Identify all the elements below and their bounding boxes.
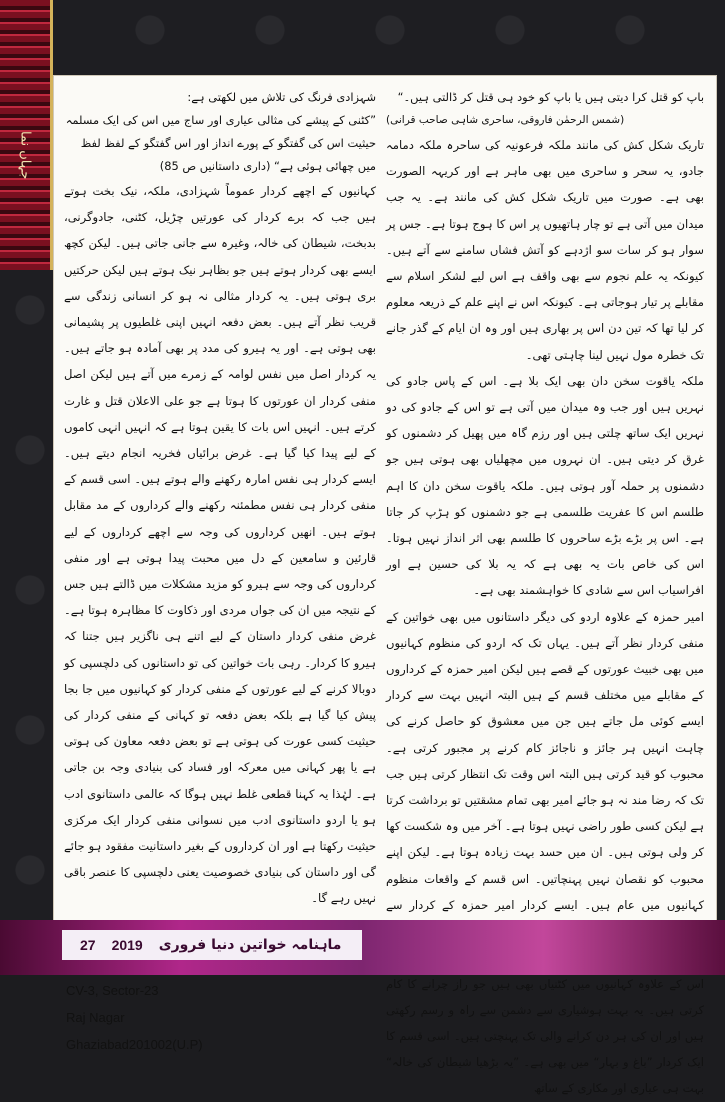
- address-line: Ghaziabad201002(U.P): [66, 1036, 203, 1052]
- address-line: CV-3, Sector-23: [66, 982, 159, 998]
- magazine-title: ماہنامہ خواتین دنیا فروری: [158, 937, 342, 953]
- quote-block-right: [386, 86, 704, 132]
- right-column: [386, 86, 704, 1096]
- paragraph: ملکہ یاقوت سخن دان بھی ایک بلا ہے۔ اس کے پاس جادو کی نہریں ہیں اور جب وہ میدان میں آتی ہے تو اس کے جادو کی دو نہریں ایک ساتھ چلتی ہیں اور رزم گاہ میں پھیل کر دشمنوں کو غرق کر دیتی ہیں۔ ان نہروں میں مچھلیاں بھی ہوتی ہیں جو دشمنوں پر حملہ آور ہوتی ہیں۔ ملکہ یاقوت سخن دان کا اہم طلسم اس کا عفریت طلسمی ہے جو دشمنوں کو ہڑپ کر جاتا ہے۔ اس پر بڑے بڑے ساحروں کا طلسم بھی اثر انداز نہیں ہوتا۔ اس کی خاص بات یہ بھی ہے کہ یہ بلا کی حسین ہے اور افراسیاب اس سے شادی کا خواہشمند بھی ہے۔: [386, 373, 704, 598]
- page-number: 27: [80, 937, 96, 953]
- quote-line: ”کٹنی کے پیشے کی مثالی عیاری اور ساج میں اس کی ایک مسلمہ حیثیت اس کی گفتگو کے پورے انداز اور اس گفتگو کے لفظ لفظ میں چھائی ہوئی ہے“ (داری داستانیں ص 85): [65, 113, 376, 173]
- paragraph: امیر حمزہ کے علاوہ اردو کی دیگر داستانوں میں بھی خواتین کے منفی کردار نظر آتے ہیں۔ یہاں تک کہ اردو کی منظوم کہانیوں میں بھی خبیث عورتوں کے قصے ہیں لیکن امیر حمزہ کے کرداروں کے مقابلے میں مختلف قسم کے ہیں البتہ انہیں بہت سے کردار ایسے کوئی مل جاتے ہیں جن میں معشوق کو حاصل کرنے کی چاہت انہیں ہر جائز و ناجائز کام کرنے پر مجبور کرتی ہے۔ محبوب کو قید کرتی ہیں البتہ اس وقت تک انتظار کرتی ہیں جب تک کہ رضا مند نہ ہو جائے امیر بھی تمام مشقتیں تو برداشت کرتا ہے لیکن کسی طور راضی نہیں ہوتا ہے۔ آخر میں وہ شکست کھا کر ولی ہوتی ہیں۔ ان میں حسد بہت زیادہ ہوتا ہے۔ لیکن اپنے محبوب کو نقصان نہیں پہنچاتیں۔ اس قسم کے واقعات منظوم کہانیوں میں عام ہیں۔ ایسے کردار امیر حمزہ کے کردار سے: [386, 609, 704, 912]
- quote-intro: شہزادی فرنگ کی تلاش میں لکھتی ہے:: [187, 90, 376, 104]
- issue-year: 2019: [111, 937, 143, 953]
- quote-block-left: [64, 86, 376, 178]
- paragraph: تاریک شکل کش کی مانند ملکہ فرعونیہ کی ساحرہ ملکہ دمامہ جادو، یہ سحر و ساحری میں بھی ماہر ہے اور کریہہ الصورت بھی ہے۔ صورت میں تاریک شکل کش کی مانند ہے۔ یہ جب میدان میں آتی ہے تو چار ہاتھیوں پر اس کا ہوج ہوتا ہے۔ جس پر سوار ہو کر سات سو اژدہے کو آتش فشاں سامنے سے آتے ہیں۔ کیونکہ یہ علم نجوم سے بھی واقف ہے اس لیے لشکر اسلام سے مقابلے پر تیار ہوجاتی ہے۔ کیونکہ اس نے اپنے علم کے ذریعہ معلوم کر لیا تھا کہ تین دن اس پر بھاری ہیں اور وہ ان ایام کے گذر جانے تک خطرہ مول نہیں لینا چاہتی تھی۔: [386, 138, 704, 362]
- section-side-label: جہاں نما: [17, 130, 33, 180]
- address-line: Raj Nagar: [66, 1009, 125, 1025]
- footer-bar: [62, 930, 362, 960]
- quote-line: باپ کو قتل کرا دیتی ہیں یا باپ کو خود ہی قتل کر ڈالتی ہیں۔“: [397, 90, 704, 104]
- quote-attribution: (شمس الرحمٰن فاروقی، ساحری شاہی صاحب قرانی): [386, 114, 625, 126]
- paragraph: کہانیوں کے اچھے کردار عموماً شہزادی، ملکہ، نیک بخت ہوتے ہیں جب کہ برے کردار کی عورتیں چڑیل، کٹنی، جادوگرنی، بدبخت، شیطان کی خالہ، وغیرہ سے جانی جاتی ہیں۔ لیکن کچھ ایسے بھی کردار ہوتے ہیں جو بظاہر نیک ہوتے ہیں لیکن حرکتیں بری ہوتی ہیں۔ یہ کردار مثالی نہ ہو کر انسانی زندگی سے قریب نظر آتے ہیں۔ بعض دفعہ انہیں اپنی غلطیوں پر پشیمانی بھی ہوتی ہے۔ اور یہ ہیرو کی مدد پر بھی آمادہ ہو جاتے ہیں۔ یہ کردار اصل میں نفس لوامہ کے زمرے میں آتے ہیں لیکن اصل منفی کردار ان عورتوں کا ہوتا ہے جو علی الاعلان قتل و غارت کرتے ہیں۔ انہیں اس بات کا یقین ہوتا ہے کہ انہیں انہی کاموں کے لیے پیدا کیا گیا ہے۔ غرض برائیاں فخریہ انجام دیتے ہیں۔ ایسے کردار ہی نفس امارہ رکھنے والے ہوتے ہیں۔ اسی قسم کے منفی کردار ہی نفس مطمئنہ رکھنے والے کرداروں کے مد مقابل ہوتے ہیں۔ انھیں کرداروں کی وجہ سے اچھے کرداروں کے لیے قارئین و سامعین کے دل میں محبت پیدا ہوتی ہے اور منفی کرداروں کی وجہ سے ہیرو کو مزید مشکلات میں ڈالتے ہیں جس کے نتیجہ میں ان کی جواں مردی اور ذکاوت کا مظاہرہ ہوتا ہے۔ غرض منفی کردار داستان کے لیے اتنے ہی ناگزیر ہیں جتنا کہ ہیرو کا کردار۔ رہی بات خواتین کی تو داستانوں کی دلچسپی کو دوبالا کرنے کے لیے عورتوں کے منفی کردار کو کہانیوں میں جا بجا پیش کیا گیا ہے بلکہ بعض دفعہ تو کہانی کے منفی کردار کی حیثیت کسی عورت کی ہوتی ہے تو بعض دفعہ معاون کی ہوتی ہے یا پھر کہانی میں معرکہ اور فساد کی بنیادی وجہ بن جاتی ہے۔ لہٰذا یہ کہنا قطعی غلط نہیں ہوگا کہ عالمی داستانوی ادب ہو یا اردو داستانوی ادب میں نسوانی منفی کردار ایک مرکزی حیثیت رکھتا ہے اور ان کرداروں کے بغیر داستانیت مفقود ہو جائے گی اور داستان کی بنیادی خصوصیت یعنی دلچسپی کا عنصر باقی نہیں رہے گا۔: [64, 184, 376, 906]
- paragraph: اس کے علاوہ کہانیوں میں کٹنیاں بھی ہیں جو راز چرانے کا کام کرتی ہیں۔ یہ بہت ہوشیاری سے دشمن سے راہ و رسم رکھتی ہیں اور ان کی ہر دن کرانے والی تک پہنچتی ہیں۔ اسی قسم کا ایک کردار ”باغ و بہار“ میں بھی ہے۔ ”یہ بڑھیا شیطان کی خالہ“ بہت ہی عیاری اور مکاری کے ساتھ: [386, 976, 704, 1096]
